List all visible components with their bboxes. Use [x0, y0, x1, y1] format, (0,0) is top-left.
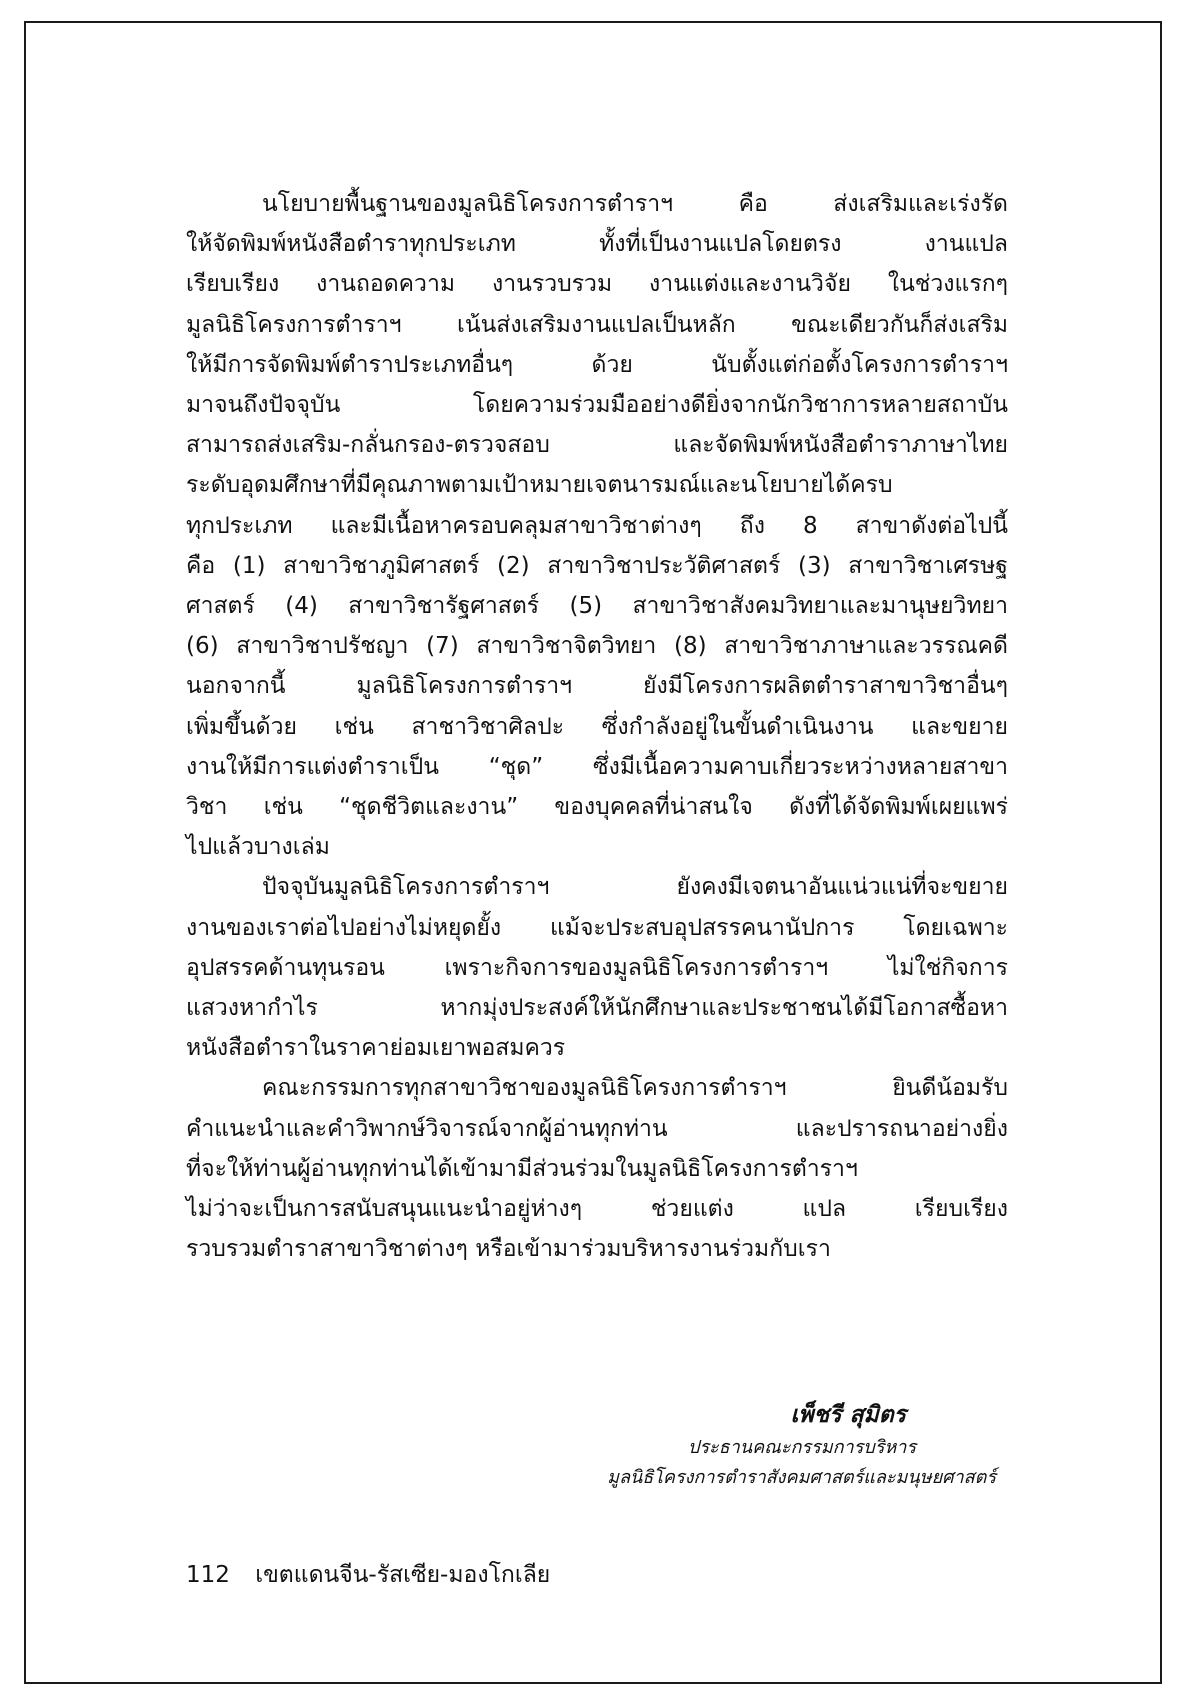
text-line: ให้จัดพิมพ์หนังสือตำราทุกประเภท ทั้งที่เป็นงานแปลโดยตรง งานแปล — [186, 231, 1008, 258]
paragraph-2 — [186, 867, 1008, 1068]
text-line: เรียบเรียง งานถอดความ งานรวบรวม งานแต่งและงานวิจัย ในช่วงแรกๆ — [186, 271, 1008, 298]
signature-block — [607, 1397, 996, 1493]
paragraph-3 — [186, 1068, 1008, 1269]
text-line: นโยบายพื้นฐานของมูลนิธิโครงการตำราฯ คือ ส่งเสริมและเร่งรัด — [262, 191, 1008, 217]
signatory-organization: มูลนิธิโครงการตำราสังคมศาสตร์และมนุษยศาสตร์ — [607, 1467, 996, 1488]
text-line: รวบรวมตำราสาขาวิชาต่างๆ หรือเข้ามาร่วมบริหารงานร่วมกับเรา — [186, 1236, 831, 1263]
body-text — [186, 184, 1008, 1269]
running-title: เขตแดนจีน-รัสเซีย-มองโกเลีย — [255, 1562, 551, 1588]
text-line: มาจนถึงปัจจุบัน โดยความร่วมมืออย่างดียิ่งจากนักวิชาการหลายสถาบัน — [186, 392, 1008, 419]
text-line: คำแนะนำและคำวิพากษ์วิจารณ์จากผู้อ่านทุกท่าน และปรารถนาอย่างยิ่ง — [186, 1115, 1008, 1142]
text-line: ที่จะให้ท่านผู้อ่านทุกท่านได้เข้ามามีส่วนร่วมในมูลนิธิโครงการตำราฯ — [186, 1155, 858, 1182]
text-line: ทุกประเภท และมีเนื้อหาครอบคลุมสาขาวิชาต่างๆ ถึง 8 สาขาดังต่อไปนี้ — [186, 512, 1008, 539]
text-line: (6) สาขาวิชาปรัชญา (7) สาขาวิชาจิตวิทยา (8) สาขาวิชาภาษาและวรรณคดี — [186, 633, 1008, 660]
text-line: ระดับอุดมศึกษาที่มีคุณภาพตามเป้าหมายเจตนารมณ์และนโยบายได้ครบ — [186, 472, 893, 499]
text-line: คณะกรรมการทุกสาขาวิชาของมูลนิธิโครงการตำราฯ ยินดีน้อมรับ — [262, 1075, 1008, 1102]
signatory-name: เพ็ชรี สุมิตร — [790, 1401, 906, 1428]
text-line: ไม่ว่าจะเป็นการสนับสนุนแนะนำอยู่ห่างๆ ช่วยแต่ง แปล เรียบเรียง — [186, 1196, 1008, 1223]
page-footer — [186, 1560, 550, 1590]
text-line: อุปสรรคด้านทุนรอน เพราะกิจการของมูลนิธิโครงการตำราฯ ไม่ใช่กิจการ — [186, 954, 1008, 981]
text-line: งานให้มีการแต่งตำราเป็น “ชุด” ซึ่งมีเนื้อความคาบเกี่ยวระหว่างหลายสาขา — [186, 753, 1008, 780]
text-line: หนังสือตำราในราคาย่อมเยาพอสมควร — [186, 1035, 566, 1062]
text-line: ไปแล้วบางเล่ม — [186, 834, 330, 861]
page-number: 112 — [186, 1562, 230, 1588]
text-line: วิชา เช่น “ชุดชีวิตและงาน” ของบุคคลที่น่าสนใจ ดังที่ได้จัดพิมพ์เผยแพร่ — [186, 794, 1008, 821]
text-line: แสวงหากำไร หากมุ่งประสงค์ให้นักศึกษาและประชาชนได้มีโอกาสซื้อหา — [186, 995, 1008, 1022]
text-line: คือ (1) สาขาวิชาภูมิศาสตร์ (2) สาขาวิชาประวัติศาสตร์ (3) สาขาวิชาเศรษฐ — [186, 552, 1008, 579]
text-line: ปัจจุบันมูลนิธิโครงการตำราฯ ยังคงมีเจตนาอันแน่วแน่ที่จะขยาย — [262, 874, 1008, 901]
text-line: ศาสตร์ (4) สาขาวิชารัฐศาสตร์ (5) สาขาวิชาสังคมวิทยาและมานุษยวิทยา — [186, 593, 1008, 620]
text-line: งานของเราต่อไปอย่างไม่หยุดยั้ง แม้จะประสบอุปสรรคนานัปการ โดยเฉพาะ — [186, 914, 1008, 941]
text-line: เพิ่มขึ้นด้วย เช่น สาชาวิชาศิลปะ ซึ่งกำลังอยู่ในขั้นดำเนินงาน และขยาย — [186, 713, 1008, 740]
text-line: มูลนิธิโครงการตำราฯ เน้นส่งเสริมงานแปลเป็นหลัก ขณะเดียวกันก็ส่งเสริม — [186, 311, 1008, 338]
signatory-position: ประธานคณะกรรมการบริหาร — [687, 1437, 916, 1458]
text-line: ให้มีการจัดพิมพ์ตำราประเภทอื่นๆ ด้วย นับตั้งแต่ก่อตั้งโครงการตำราฯ — [186, 351, 1008, 378]
paragraph-1 — [186, 184, 1008, 867]
text-line: นอกจากนี้ มูลนิธิโครงการตำราฯ ยังมีโครงการผลิตตำราสาขาวิชาอื่นๆ — [186, 673, 1008, 700]
text-line: สามารถส่งเสริม-กลั่นกรอง-ตรวจสอบ และจัดพิมพ์หนังสือตำราภาษาไทย — [186, 432, 1008, 459]
